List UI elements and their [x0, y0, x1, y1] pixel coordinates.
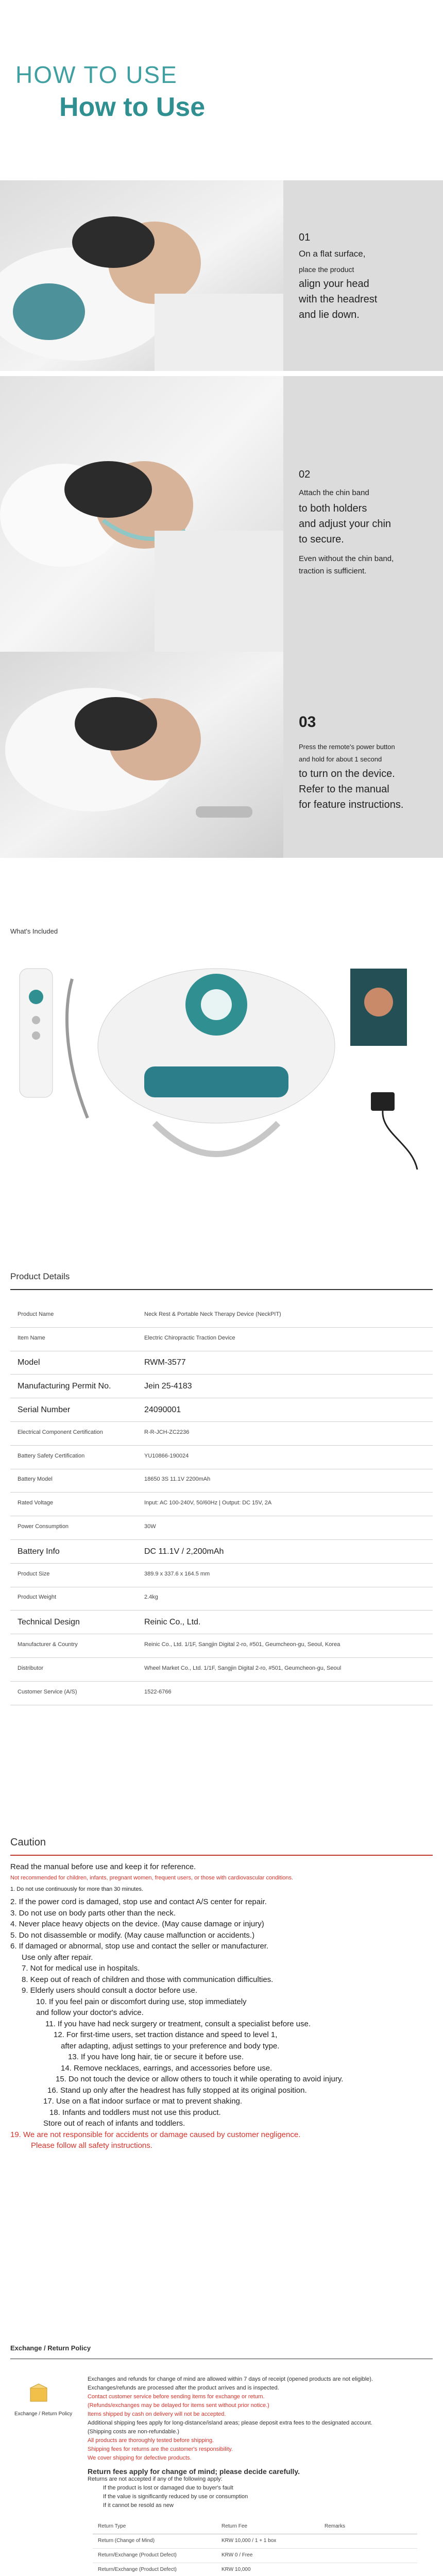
- return-policy-line: Shipping fees for returns are the customer's responsibility.: [88, 2446, 233, 2452]
- spec-row: [10, 1539, 433, 1564]
- caution-line: 14. Remove necklaces, earrings, and accessories before use.: [61, 2063, 272, 2073]
- step-3-line-3: to turn on the device.: [299, 768, 395, 779]
- step-3-line-5: for feature instructions.: [299, 799, 404, 810]
- spec-key: Manufacturer & Country: [18, 1641, 78, 1648]
- spec-row: [10, 1374, 433, 1398]
- step-3-line-2: and hold for about 1 second: [299, 755, 382, 763]
- spec-key: Electrical Component Certification: [18, 1429, 103, 1435]
- spec-key: Item Name: [18, 1334, 45, 1341]
- caution-line: 6. If damaged or abnormal, stop use and contact the seller or manufacturer.: [10, 1942, 269, 1951]
- how-to-use-title-big: How to Use: [59, 92, 206, 122]
- caution-line: and follow your doctor's advice.: [36, 2008, 144, 2017]
- caution-line: 8. Keep out of reach of children and those with communication difficulties.: [22, 1975, 274, 1984]
- return-table-header: Return Fee: [222, 2523, 248, 2529]
- caution-line: Store out of reach of infants and toddlers.: [43, 2119, 185, 2128]
- spec-value: 18650 3S 11.1V 2200mAh: [144, 1476, 211, 1483]
- caution-line: 1. Do not use continuously for more than 30 minutes.: [10, 1886, 144, 1892]
- spec-value: 389.9 x 337.6 x 164.5 mm: [144, 1570, 210, 1577]
- return-policy-line: Items shipped by cash on delivery will not be accepted.: [88, 2411, 226, 2417]
- step-2-band: [0, 376, 443, 654]
- step-3-number: 03: [299, 714, 316, 731]
- caution-line: 16. Stand up only after the headrest has fully stopped at its original position.: [47, 2086, 307, 2095]
- return-policy-line: (Refunds/exchanges may be delayed for items sent without prior notice.): [88, 2402, 269, 2409]
- product-details-title: Product Details: [10, 1272, 70, 1281]
- return-table-cell: Return/Exchange (Product Defect): [98, 2567, 177, 2572]
- return-policy-line: Additional shipping fees apply for long-distance/island areas; please deposit extra fees to the designated account.: [88, 2420, 372, 2426]
- spec-value: Neck Rest & Portable Neck Therapy Device (NeckPIT): [144, 1311, 281, 1317]
- return-policy-line: Contact customer service before sending items for exchange or return.: [88, 2394, 265, 2400]
- spec-row: [10, 1351, 433, 1375]
- spec-row: [10, 1469, 433, 1493]
- spec-value: Reinic Co., Ltd. 1/1F, Sangjin Digital 2-ro, #501, Geumcheon-gu, Seoul, Korea: [144, 1641, 340, 1648]
- product-details-rule: [10, 1289, 433, 1290]
- return-policy-line: Exchanges/refunds are processed after the product arrives and is inspected.: [88, 2385, 279, 2391]
- spec-row: [10, 1634, 433, 1658]
- spec-value: Input: AC 100-240V, 50/60Hz | Output: DC 15V, 2A: [144, 1500, 272, 1506]
- return-policy-label: Exchange / Return Policy: [14, 2411, 73, 2417]
- return-policy-line: If it cannot be resold as new: [103, 2502, 174, 2509]
- caution-line: 17. Use on a flat indoor surface or mat to prevent shaking.: [43, 2097, 243, 2106]
- step-3-line-4: Refer to the manual: [299, 784, 389, 795]
- caution-line: 7. Not for medical use in hospitals.: [22, 1964, 140, 1973]
- caution-line: 2. If the power cord is damaged, stop use and contact A/S center for repair.: [10, 1897, 267, 1906]
- spec-row: [10, 1681, 433, 1705]
- step-2-photo: [0, 376, 288, 654]
- caution-line: Use only after repair.: [22, 1953, 93, 1962]
- step-2-line-5: Even without the chin band,: [299, 554, 394, 563]
- return-table-header: Return Type: [98, 2523, 126, 2529]
- spec-row: [10, 1657, 433, 1682]
- spec-row: [10, 1563, 433, 1587]
- spec-key: Battery Info: [18, 1547, 60, 1556]
- return-table-cell: Return (Change of Mind): [98, 2538, 155, 2544]
- spec-row: [10, 1516, 433, 1540]
- spec-value: 24090001: [144, 1405, 181, 1415]
- spec-key: Power Consumption: [18, 1523, 69, 1530]
- return-policy-box-icon: [26, 2380, 52, 2406]
- spec-value: R-R-JCH-ZC2236: [144, 1429, 190, 1435]
- spec-value: Jein 25-4183: [144, 1382, 192, 1391]
- step-1-line-2: place the product: [299, 265, 354, 274]
- spec-row: [10, 1492, 433, 1516]
- whats-included-title: What's Included: [10, 927, 58, 935]
- caution-rule: [10, 1855, 433, 1856]
- return-table-cell: KRW 10,000 / 1 + 1 box: [222, 2538, 277, 2544]
- spec-key: Product Weight: [18, 1594, 57, 1601]
- return-table-cell: Return/Exchange (Product Defect): [98, 2552, 177, 2558]
- step-1-photo: [0, 180, 288, 371]
- how-to-use-title-small: HOW TO USE: [15, 61, 178, 88]
- spec-key: Manufacturing Permit No.: [18, 1382, 111, 1391]
- caution-line: 5. Do not disassemble or modify. (May cause malfunction or accidents.): [10, 1930, 255, 1940]
- spec-value: YU10866-190024: [144, 1452, 189, 1459]
- spec-value: DC 11.1V / 2,200mAh: [144, 1547, 224, 1556]
- spec-value: Reinic Co., Ltd.: [144, 1618, 201, 1627]
- caution-line: Not recommended for children, infants, pregnant women, frequent users, or those with cardiovascular conditions.: [10, 1875, 294, 1881]
- return-policy-line: If the product is lost or damaged due to buyer's fault: [103, 2485, 233, 2491]
- caution-line: 19. We are not responsible for accidents or damage caused by customer negligence.: [10, 2130, 301, 2139]
- spec-key: Customer Service (A/S): [18, 1688, 77, 1695]
- return-policy-line: If the value is significantly reduced by use or consumption: [103, 2494, 248, 2500]
- step-2-line-3: and adjust your chin: [299, 518, 391, 530]
- spec-value: 1522-6766: [144, 1688, 172, 1695]
- return-table-cell: KRW 0 / Free: [222, 2552, 253, 2558]
- step-2-line-6: traction is sufficient.: [299, 567, 367, 575]
- spec-key: Product Size: [18, 1570, 50, 1577]
- return-policy-line: Returns are not accepted if any of the following apply:: [88, 2476, 223, 2482]
- return-policy-title: Exchange / Return Policy: [10, 2344, 91, 2352]
- spec-row: [10, 1445, 433, 1469]
- step-1-line-1: On a flat surface,: [299, 249, 366, 259]
- spec-row: [10, 1398, 433, 1422]
- caution-line: 15. Do not touch the device or allow others to touch it while operating to avoid injury.: [56, 2075, 344, 2083]
- spec-row: [10, 1421, 433, 1446]
- caution-line: Please follow all safety instructions.: [31, 2141, 152, 2150]
- caution-line: after adapting, adjust settings to your preference and body type.: [61, 2041, 280, 2050]
- return-policy-line: Exchanges and refunds for change of mind are allowed within 7 days of receipt (opened products are not eligible).: [88, 2376, 373, 2382]
- spec-row: [10, 1610, 433, 1634]
- caution-line: 9. Elderly users should consult a doctor before use.: [22, 1986, 198, 1995]
- caution-line: 4. Never place heavy objects on the device. (May cause damage or injury): [10, 1920, 264, 1928]
- step-2-line-4: to secure.: [299, 534, 344, 545]
- spec-row: [10, 1327, 433, 1351]
- spec-key: Product Name: [18, 1311, 54, 1317]
- spec-value: Electric Chiropractic Traction Device: [144, 1334, 235, 1341]
- whats-included-image: [10, 948, 433, 1216]
- step-3-band: [0, 652, 443, 858]
- step-2-line-1: Attach the chin band: [299, 488, 369, 497]
- caution-line: 13. If you have long hair, tie or secure it before use.: [68, 2053, 244, 2061]
- spec-value: 30W: [144, 1523, 156, 1530]
- return-policy-line: We cover shipping for defective products.: [88, 2455, 192, 2461]
- return-table-cell: KRW 10,000: [222, 2567, 251, 2572]
- step-3-line-1: Press the remote's power button: [299, 743, 395, 751]
- spec-key: Technical Design: [18, 1618, 80, 1627]
- return-policy-line: Return fees apply for change of mind; please decide carefully.: [88, 2467, 300, 2476]
- step-2-number: 02: [299, 469, 311, 480]
- return-table-header: Remarks: [325, 2523, 346, 2529]
- step-1-line-5: and lie down.: [299, 309, 360, 320]
- spec-value: RWM-3577: [144, 1358, 186, 1367]
- spec-row: [10, 1303, 433, 1328]
- caution-line: 11. If you have had neck surgery or treatment, consult a specialist before use.: [45, 2019, 311, 2028]
- return-policy-line: (Shipping costs are non-refundable.): [88, 2429, 179, 2435]
- caution-title: Caution: [10, 1837, 46, 1848]
- spec-key: Rated Voltage: [18, 1500, 54, 1506]
- caution-line: 10. If you feel pain or discomfort during use, stop immediately: [36, 1997, 247, 2006]
- caution-line: 3. Do not use on body parts other than the neck.: [10, 1908, 176, 1918]
- caution-line: 18. Infants and toddlers must not use this product.: [49, 2108, 221, 2117]
- step-1-line-4: with the headrest: [299, 294, 378, 305]
- spec-row: [10, 1587, 433, 1611]
- step-2-line-2: to both holders: [299, 503, 367, 514]
- spec-key: Distributor: [18, 1665, 44, 1671]
- spec-key: Serial Number: [18, 1405, 71, 1415]
- caution-line: Read the manual before use and keep it for reference.: [10, 1862, 196, 1871]
- spec-value: 2.4kg: [144, 1594, 158, 1601]
- spec-value: Wheel Market Co., Ltd. 1/1F, Sangjin Digital 2-ro, #501, Geumcheon-gu, Seoul: [144, 1665, 342, 1671]
- return-policy-line: All products are thoroughly tested before shipping.: [88, 2437, 214, 2444]
- step-3-photo: [0, 652, 288, 858]
- step-1-number: 01: [299, 232, 311, 243]
- caution-line: 12. For first-time users, set traction distance and speed to level 1,: [54, 2030, 278, 2039]
- spec-key: Battery Safety Certification: [18, 1452, 85, 1459]
- spec-key: Model: [18, 1358, 40, 1367]
- spec-key: Battery Model: [18, 1476, 53, 1483]
- step-1-band: [0, 180, 443, 371]
- return-table-row-rule: [93, 2548, 417, 2549]
- step-1-line-3: align your head: [299, 278, 369, 290]
